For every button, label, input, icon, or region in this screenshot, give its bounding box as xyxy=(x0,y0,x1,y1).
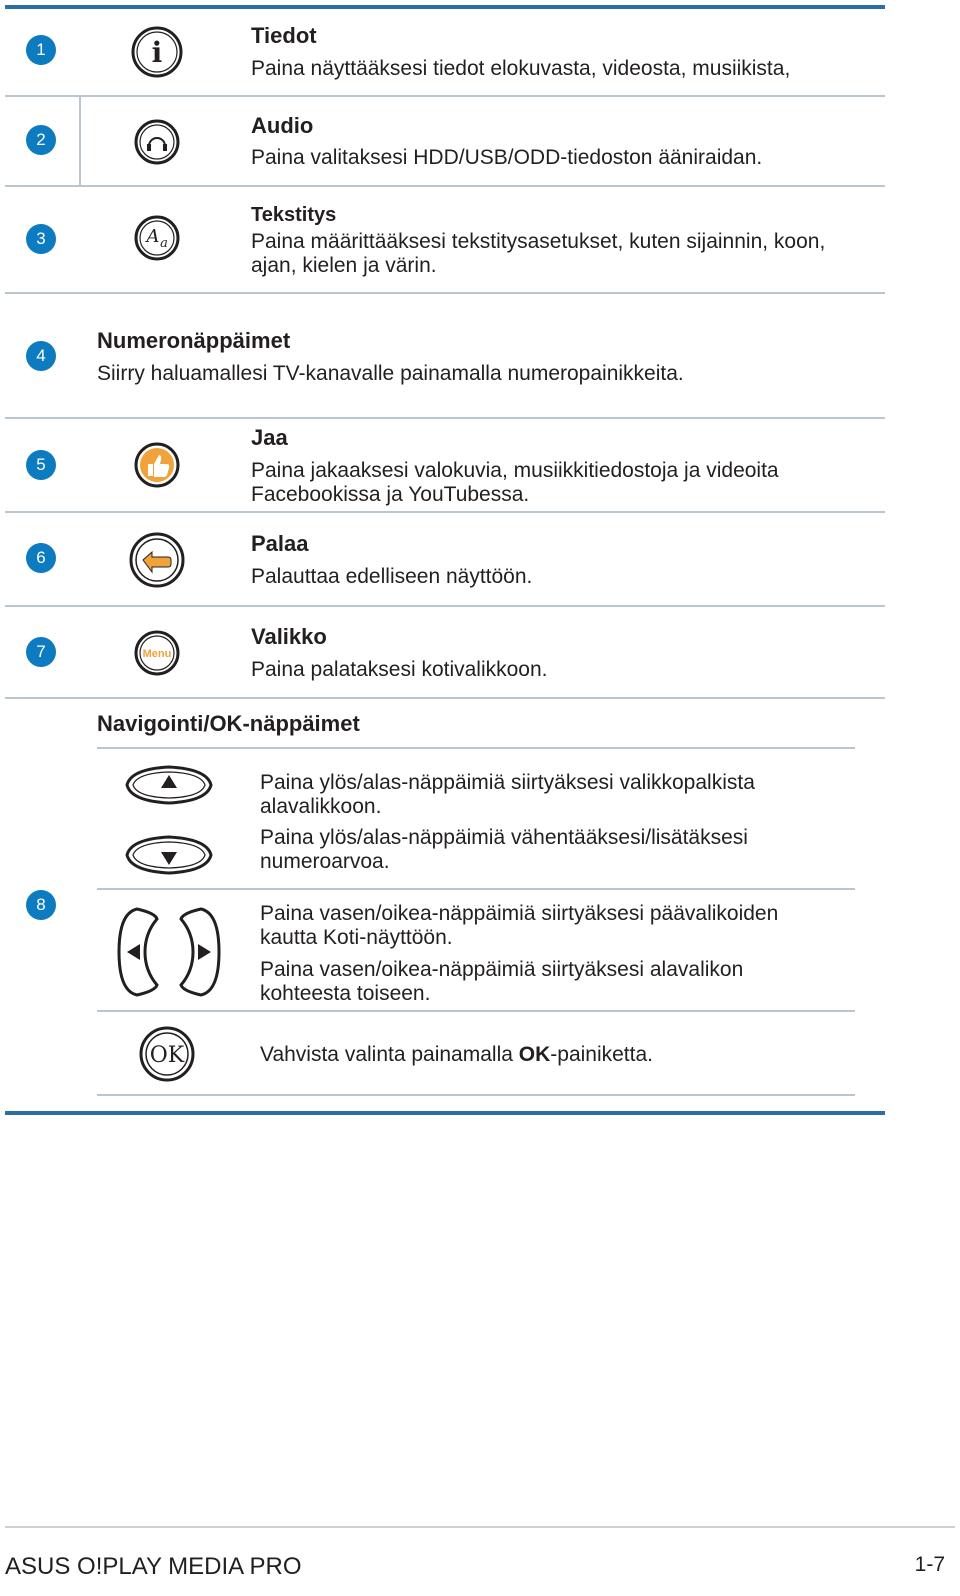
top-rule xyxy=(5,5,885,9)
nav-leftright-line-2: kautta Koti-näyttöön. xyxy=(260,926,453,949)
audio-icon xyxy=(133,118,181,171)
nav-updown-line-3: Paina ylös/alas-näppäimiä vähentääksesi/lisätäksesi xyxy=(260,826,748,849)
ok-icon-label: OK xyxy=(149,1043,185,1068)
row-desc-4: Siirry haluamallesi TV-kanavalle painamalla numeropainikkeita. xyxy=(97,362,684,385)
row-number-4: 4 xyxy=(26,341,56,371)
back-icon xyxy=(128,531,186,594)
row-title-3: Tekstitys xyxy=(251,204,337,226)
row-desc-6: Palauttaa edelliseen näyttöön. xyxy=(251,565,533,588)
row-divider xyxy=(97,888,855,890)
row-divider xyxy=(97,1094,855,1096)
svg-text:a: a xyxy=(160,236,168,251)
row-number-8: 8 xyxy=(26,890,56,920)
row-divider xyxy=(5,605,885,607)
nav-ok-bold: OK xyxy=(518,1043,551,1066)
row-divider xyxy=(5,95,885,97)
nav-leftright-line-4: kohteesta toiseen. xyxy=(260,982,431,1005)
footer-page-number: 1-7 xyxy=(914,1553,945,1576)
row-number-3: 3 xyxy=(26,224,56,254)
up-arrow-icon xyxy=(123,763,215,812)
row-desc-1: Paina näyttääksesi tiedot elokuvasta, videosta, musiikista, xyxy=(251,57,791,80)
row-title-6: Palaa xyxy=(251,531,309,556)
row-title-7: Valikko xyxy=(251,624,327,649)
row-desc-3-line-2: ajan, kielen ja värin. xyxy=(251,254,437,277)
row-divider xyxy=(97,1010,855,1012)
row-number-1: 1 xyxy=(26,35,56,65)
info-icon xyxy=(130,25,184,84)
share-icon xyxy=(133,441,181,494)
column-divider xyxy=(79,96,81,186)
subtitle-icon xyxy=(133,214,181,267)
left-arrow-icon xyxy=(115,905,161,1004)
nav-ok-text xyxy=(260,1043,653,1067)
nav-title: Navigointi/OK-näppäimet xyxy=(97,711,360,736)
nav-updown-line-4: numeroarvoa. xyxy=(260,850,390,873)
bottom-rule xyxy=(5,1111,885,1115)
nav-leftright-line-3: Paina vasen/oikea-näppäimiä siirtyäksesi alavalikon xyxy=(260,958,744,981)
row-divider xyxy=(5,697,885,699)
row-divider xyxy=(5,417,885,419)
footer-product: ASUS O!PLAY MEDIA PRO xyxy=(5,1553,302,1580)
right-arrow-icon xyxy=(177,905,223,1004)
nav-updown-line-1: Paina ylös/alas-näppäimiä siirtyäksesi valikkopalkista xyxy=(260,771,755,794)
row-desc-3-line-1: Paina määrittääksesi tekstitysasetukset, kuten sijainnin, koon, xyxy=(251,230,826,253)
row-number-6: 6 xyxy=(26,543,56,573)
footer-rule xyxy=(5,1526,955,1528)
row-number-7: 7 xyxy=(26,637,56,667)
nav-updown-line-2: alavalikkoon. xyxy=(260,795,382,818)
row-title-2: Audio xyxy=(251,113,314,138)
row-divider xyxy=(5,292,885,294)
svg-text:i: i xyxy=(151,36,163,69)
row-title-4: Numeronäppäimet xyxy=(97,328,291,353)
down-arrow-icon xyxy=(123,833,215,882)
row-desc-5-line-1: Paina jakaaksesi valokuvia, musiikkitiedostoja ja videoita xyxy=(251,459,779,482)
row-number-2: 2 xyxy=(26,125,56,155)
menu-icon xyxy=(133,629,181,682)
nav-ok-suffix: -painiketta. xyxy=(550,1043,653,1066)
nav-ok-prefix: Vahvista valinta painamalla xyxy=(260,1043,519,1066)
row-divider xyxy=(5,185,885,187)
row-divider xyxy=(97,747,855,749)
row-number-5: 5 xyxy=(26,450,56,480)
row-desc-2: Paina valitaksesi HDD/USB/ODD-tiedoston ääniraidan. xyxy=(251,146,763,169)
row-title-5: Jaa xyxy=(251,425,288,450)
row-desc-7: Paina palataksesi kotivalikkoon. xyxy=(251,658,548,681)
nav-leftright-line-1: Paina vasen/oikea-näppäimiä siirtyäksesi päävalikoiden xyxy=(260,902,779,925)
row-divider xyxy=(5,511,885,513)
svg-text:A: A xyxy=(146,226,160,247)
row-title-1: Tiedot xyxy=(251,23,317,48)
row-desc-5-line-2: Facebookissa ja YouTubessa. xyxy=(251,483,530,506)
ok-icon xyxy=(138,1025,196,1088)
menu-icon-label: Menu xyxy=(142,648,172,660)
